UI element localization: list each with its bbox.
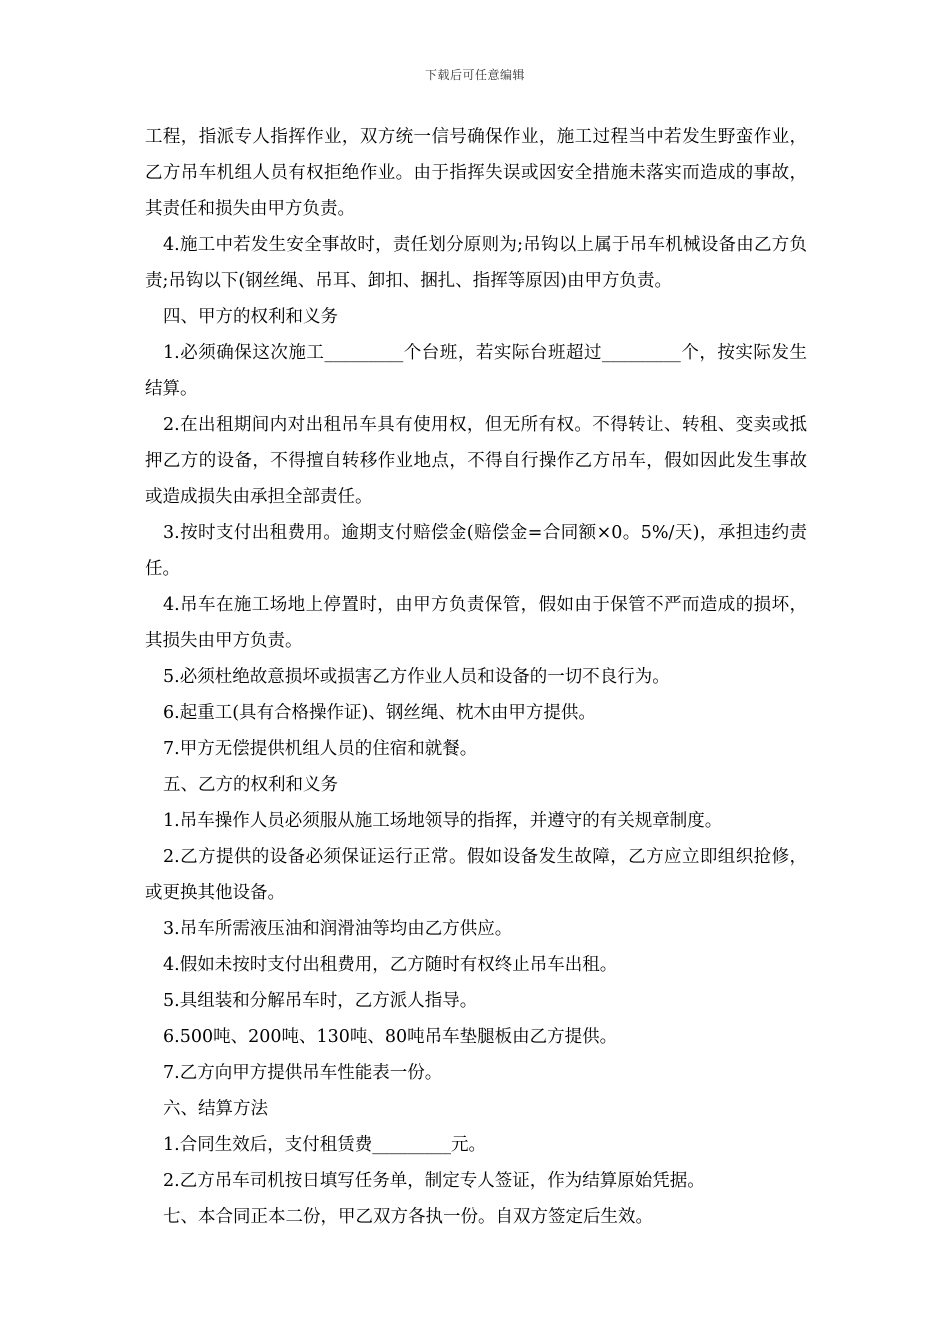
clause-6-2: 2.乙方吊车司机按日填写任务单，制定专人签证，作为结算原始凭据。 <box>163 1171 705 1191</box>
clause-5-7: 7.乙方向甲方提供吊车性能表一份。 <box>163 1063 443 1083</box>
clause-4-3: 3.按时支付出租费用。逾期支付赔偿金(赔偿金=合同额×0。5%/天)，承担违约责任。 <box>145 523 807 579</box>
document-body <box>145 119 807 1235</box>
clause-5-1: 1.吊车操作人员必须服从施工场地领导的指挥，并遵守的有关规章制度。 <box>163 811 723 831</box>
clause-4-2: 2.在出租期间内对出租吊车具有使用权，但无所有权。不得转让、转租、变卖或抵押乙方的设备，不得擅自转移作业地点，不得自行操作乙方吊车，假如因此发生事故或造成损失由承担全部责任。 <box>145 415 807 507</box>
section-heading-4: 四、甲方的权利和义务 <box>163 307 338 327</box>
clause-4-6: 6.起重工(具有合格操作证)、钢丝绳、枕木由甲方提供。 <box>163 703 596 723</box>
clause-3-4: 4.施工中若发生安全事故时，责任划分原则为;吊钩以上属于吊车机械设备由乙方负责;吊钩以下(钢丝绳、吊耳、卸扣、捆扎、指挥等原因)由甲方负责。 <box>145 235 807 291</box>
clause-4-7: 7.甲方无偿提供机组人员的住宿和就餐。 <box>163 739 478 759</box>
clause-6-1: 1.合同生效后，支付租赁费_________元。 <box>163 1135 486 1155</box>
paragraph-continuation: 工程，指派专人指挥作业，双方统一信号确保作业，施工过程当中若发生野蛮作业，乙方吊车机组人员有权拒绝作业。由于指挥失误或因安全措施未落实而造成的事故，其责任和损失由甲方负责。 <box>145 127 807 219</box>
clause-5-4: 4.假如未按时支付出租费用，乙方随时有权终止吊车出租。 <box>163 955 618 975</box>
clause-5-5: 5.具组装和分解吊车时，乙方派人指导。 <box>163 991 478 1011</box>
section-heading-5: 五、乙方的权利和义务 <box>163 775 338 795</box>
page-header: 下载后可任意编辑 <box>424 68 525 82</box>
clause-5-3: 3.吊车所需液压油和润滑油等均由乙方供应。 <box>163 919 513 939</box>
clause-5-2: 2.乙方提供的设备必须保证运行正常。假如设备发生故障，乙方应立即组织抢修，或更换其他设备。 <box>145 847 807 903</box>
clause-4-5: 5.必须杜绝故意损坏或损害乙方作业人员和设备的一切不良行为。 <box>163 667 670 687</box>
clause-4-4: 4.吊车在施工场地上停置时，由甲方负责保管，假如由于保管不严而造成的损坏，其损失由甲方负责。 <box>145 595 807 651</box>
clause-4-1: 1.必须确保这次施工_________个台班，若实际台班超过_________个，按实际发生结算。 <box>145 343 807 399</box>
section-heading-6: 六、结算方法 <box>163 1099 268 1119</box>
clause-5-6: 6.500吨、200吨、130吨、80吨吊车垫腿板由乙方提供。 <box>163 1027 618 1047</box>
section-heading-7: 七、本合同正本二份，甲乙双方各执一份。自双方签定后生效。 <box>163 1207 653 1227</box>
